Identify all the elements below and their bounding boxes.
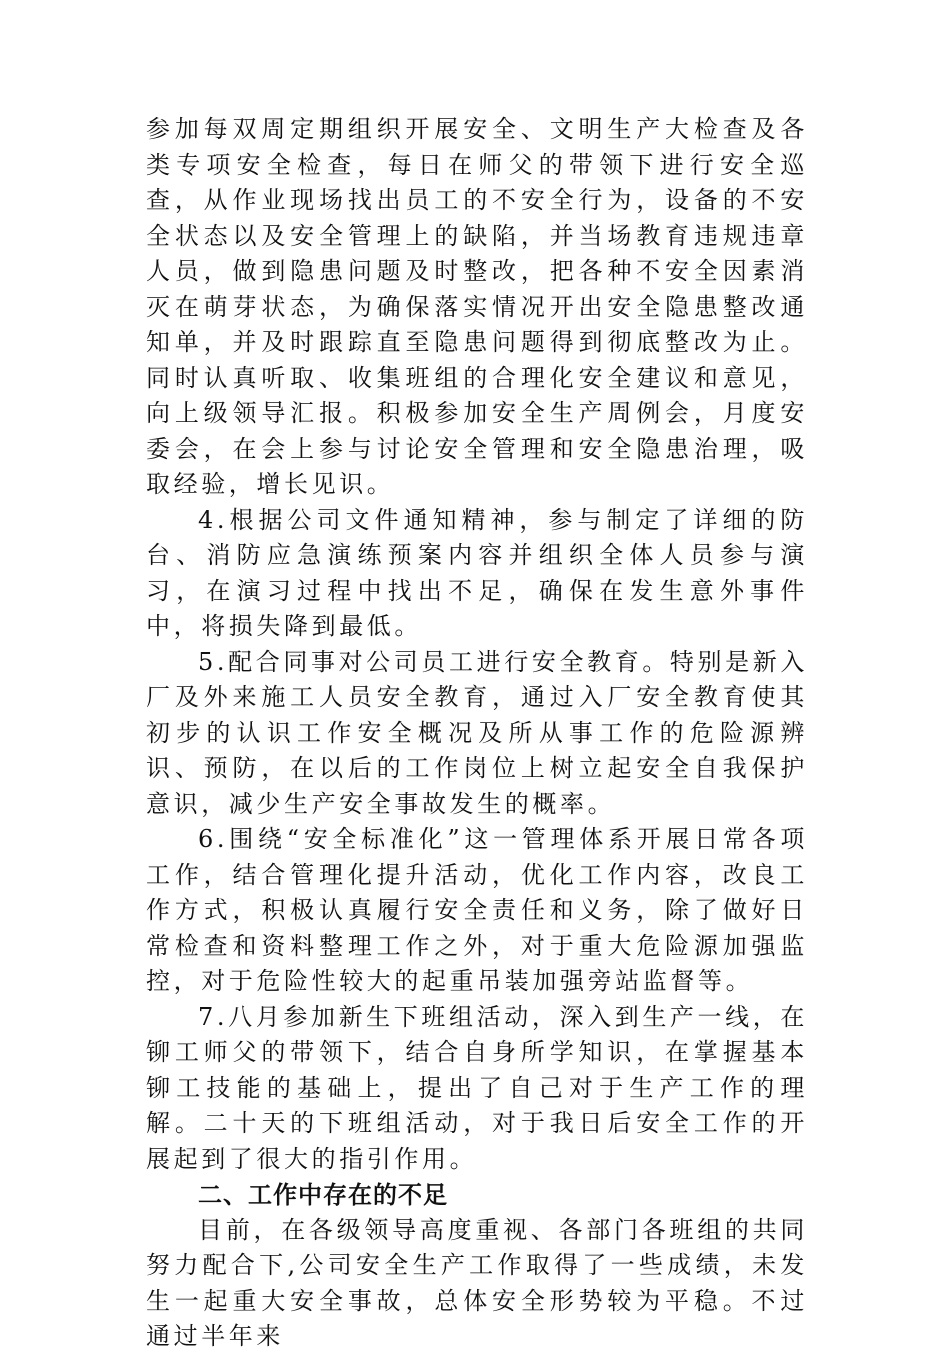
paragraph-item-7: 7.八月参加新生下班组活动，深入到生产一线，在铆工师父的带领下，结合自身所学知识，在掌握基本铆工技能的基础上，提出了自己对于生产工作的理解。二十天的下班组活动，对于我日后安全工作的开展起到了很大的指引作用。 <box>146 1002 808 1173</box>
document-page <box>146 112 808 1355</box>
paragraph-item-6: 6.围绕“安全标准化”这一管理体系开展日常各项工作，结合管理化提升活动，优化工作内容，改良工作方式，积极认真履行安全责任和义务，除了做好日常检查和资料整理工作之外，对于重大危险源加强监控，对于危险性较大的起重吊装加强旁站监督等。 <box>146 825 808 995</box>
section-heading: 二、工作中存在的不足 <box>198 1180 448 1209</box>
paragraph-item-5: 5.配合同事对公司员工进行安全教育。特别是新入厂及外来施工人员安全教育，通过入厂安全教育使其初步的认识工作安全概况及所从事工作的危险源辨识、预防，在以后的工作岗位上树立起安全自我保护意识，减少生产安全事故发生的概率。 <box>146 647 808 818</box>
paragraph-item-4: 4.根据公司文件通知精神，参与制定了详细的防台、消防应急演练预案内容并组织全体人员参与演习，在演习过程中找出不足，确保在发生意外事件中，将损失降到最低。 <box>146 505 808 640</box>
paragraph-closing: 目前，在各级领导高度重视、各部门各班组的共同努力配合下,公司安全生产工作取得了一些成绩，未发生一起重大安全事故，总体安全形势较为平稳。不过通过半年来 <box>146 1215 808 1350</box>
paragraph-safety-inspection: 参加每双周定期组织开展安全、文明生产大检查及各类专项安全检查，每日在师父的带领下进行安全巡查，从作业现场找出员工的不安全行为，设备的不安全状态以及安全管理上的缺陷，并当场教育违规违章人员，做到隐患问题及时整改，把各种不安全因素消灭在萌芽状态，为确保落实情况开出安全隐患整改通知单，并及时跟踪直至隐患问题得到彻底整改为止。同时认真听取、收集班组的合理化安全建议和意见，向上级领导汇报。积极参加安全生产周例会，月度安委会，在会上参与讨论安全管理和安全隐患治理，吸取经验，增长见识。 <box>146 115 808 498</box>
